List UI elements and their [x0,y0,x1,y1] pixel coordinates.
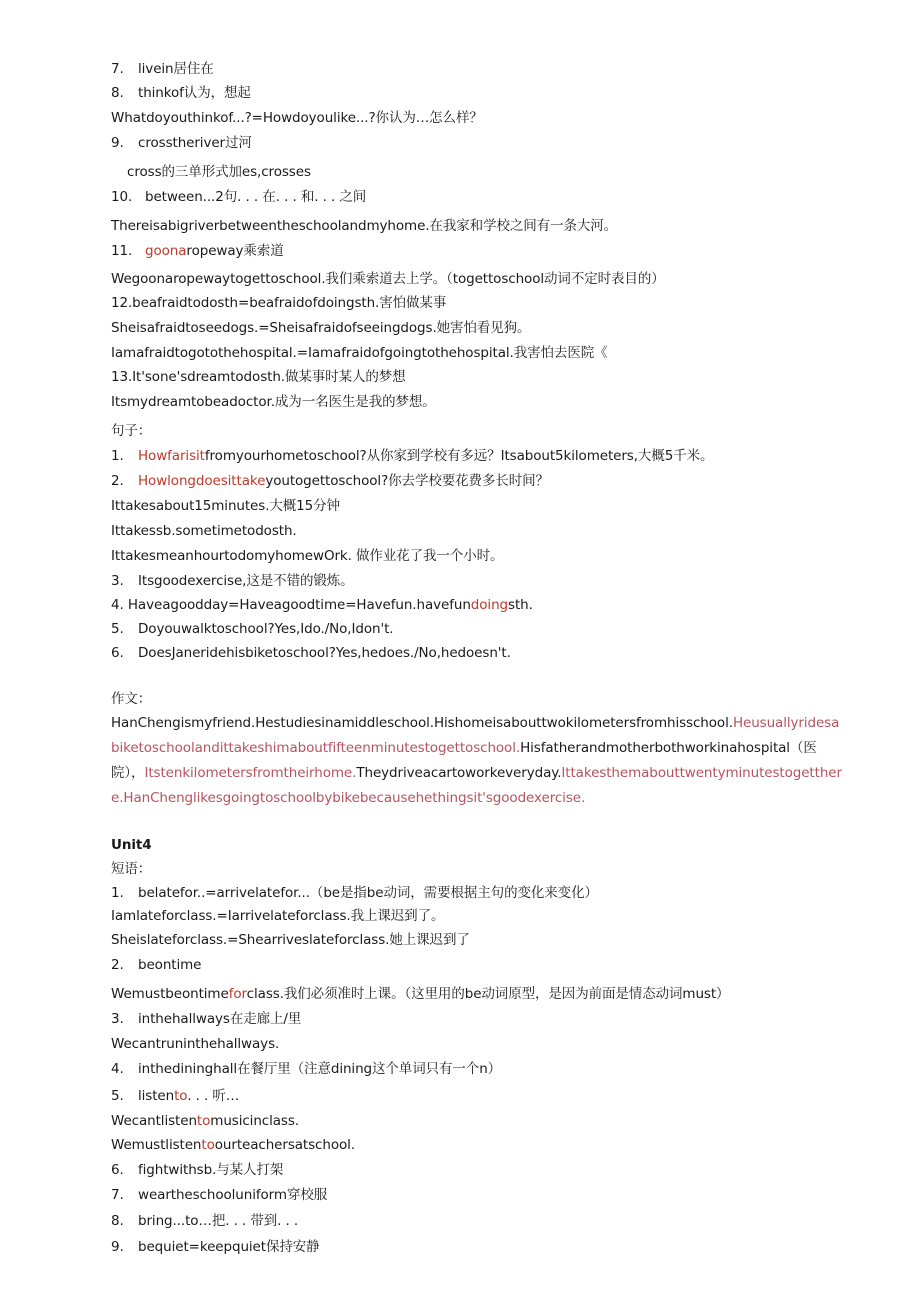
unit4-phrases-heading: 短语： [111,861,152,877]
unit4-phrase-1-example-1: Iamlateforclass.=Iarrivelateforclass.我上课迟到了。 [111,908,445,924]
unit4-phrase-2-example: Wemustbeontimeforclass.我们必须准时上课。（这里用的be动词原型，是因为前面是情态动词must） [111,986,730,1002]
phrase-7: 7. livein居住在 [111,61,214,77]
phrase-11-example: Wegoonaropewaytogettoschool.我们乘索道去上学。（togettoschool动词不定时表目的） [111,271,665,287]
unit4-phrase-5-example-1: Wecantlistentomusicinclass. [111,1113,299,1129]
phrase-12: 12.beafraidtodosth=beafraidofdoingsth.害怕做某事 [111,295,447,311]
sentence-2-answer: Ittakesabout15minutes.大概15分钟 [111,498,340,514]
sentence-6: 6. DoesJaneridehisbiketoschool?Yes,hedoes./No,hedoesn't. [111,645,511,661]
sentence-3: 3. Itsgoodexercise,这是不错的锻炼。 [111,573,354,589]
unit4-phrase-3-example: Wecantruninthehallways. [111,1036,280,1052]
unit-title: Unit4 [111,837,152,853]
essay-body: HanChengismyfriend.Hestudiesinamiddleschool.Hishomeisabouttwokilometersfromhisschool.Heusuallyridesabiketoschoolandittakeshimaboutfifteenminutestogettoschool.Hisfatherandmotherbothworkinahospital（医院），Itstenkilometersfromtheirhome.Theydriveacartoworkeveryday.Ittakesthemabouttwentyminutestogetthere.HanChenglikesgoingtoschoolbybikebecausehethingsit'sgoodexercise. [111,715,842,806]
phrase-8-example: Whatdoyouthinkof...?=Howdoyoulike...?你认为…怎么样？ [111,110,483,126]
phrase-10-example: Thereisabigriverbetweentheschoolandmyhome.在我家和学校之间有一条大河。 [111,218,618,234]
unit4-phrase-2: 2. beontime [111,957,202,973]
phrase-9-note: cross的三单形式加es,crosses [127,164,311,180]
phrase-13-example: Itsmydreamtobeadoctor.成为一名医生是我的梦想。 [111,394,436,410]
phrase-12-example-1: Sheisafraidtoseedogs.=Sheisafraidofseeingdogs.她害怕看见狗。 [111,320,531,336]
sentence-4: 4. Haveagoodday=Haveagoodtime=Havefun.havefundoingsth. [111,597,533,613]
phrase-11: 11. goonaropeway乘索道 [111,243,284,259]
phrase-12-example-2: Iamafraidtogotothehospital.=Iamafraidofgoingtothehospital.我害怕去医院《 [111,345,608,361]
unit4-phrase-1-example-2: Sheislateforclass.=Shearriveslateforclass.她上课迟到了 [111,932,470,948]
unit4-phrase-6: 6. fightwithsb.与某人打架 [111,1162,284,1178]
phrase-8: 8. thinkof认为，想起 [111,85,251,101]
unit4-phrase-5: 5. listento. . . 听… [111,1088,240,1104]
sentence-2: 2. Howlongdoesittakeyoutogettoschool?你去学校要花费多长时间？ [111,473,549,489]
sentence-2-pattern: Ittakessb.sometimetodosth. [111,523,297,539]
phrase-13: 13.It'sone'sdreamtodosth.做某事时某人的梦想 [111,369,406,385]
sentence-5: 5. Doyouwalktoschool?Yes,Ido./No,Idon't. [111,621,394,637]
phrase-9: 9. crosstheriver过河 [111,135,252,151]
unit4-phrase-3: 3. inthehallways在走廊上/里 [111,1011,302,1027]
unit4-phrase-4: 4. inthedininghall在餐厅里（注意dining这个单词只有一个n） [111,1061,502,1077]
sentence-1: 1. Howfarisitfromyourhometoschool?从你家到学校有多远？Itsabout5kilometers,大概5千米。 [111,448,714,464]
essay-heading: 作文： [111,691,152,707]
unit4-phrase-1: 1. belatefor..=arrivelatefor...（be是指be动词，需要根据主句的变化来变化） [111,885,598,901]
sentence-2-example: IttakesmeanhourtodomyhomewOrk. 做作业花了我一个小时。 [111,548,504,564]
unit4-phrase-5-example-2: Wemustlistentoourteachersatschool. [111,1137,355,1153]
unit4-phrase-8: 8. bring...to…把. . . 带到. . . [111,1213,299,1229]
phrase-10: 10. between...2句. . . 在. . . 和. . . 之间 [111,189,367,205]
unit4-phrase-7: 7. weartheschooluniform穿校服 [111,1187,328,1203]
unit4-phrase-9: 9. bequiet=keepquiet保持安静 [111,1239,320,1255]
sentences-heading: 句子： [111,423,152,439]
